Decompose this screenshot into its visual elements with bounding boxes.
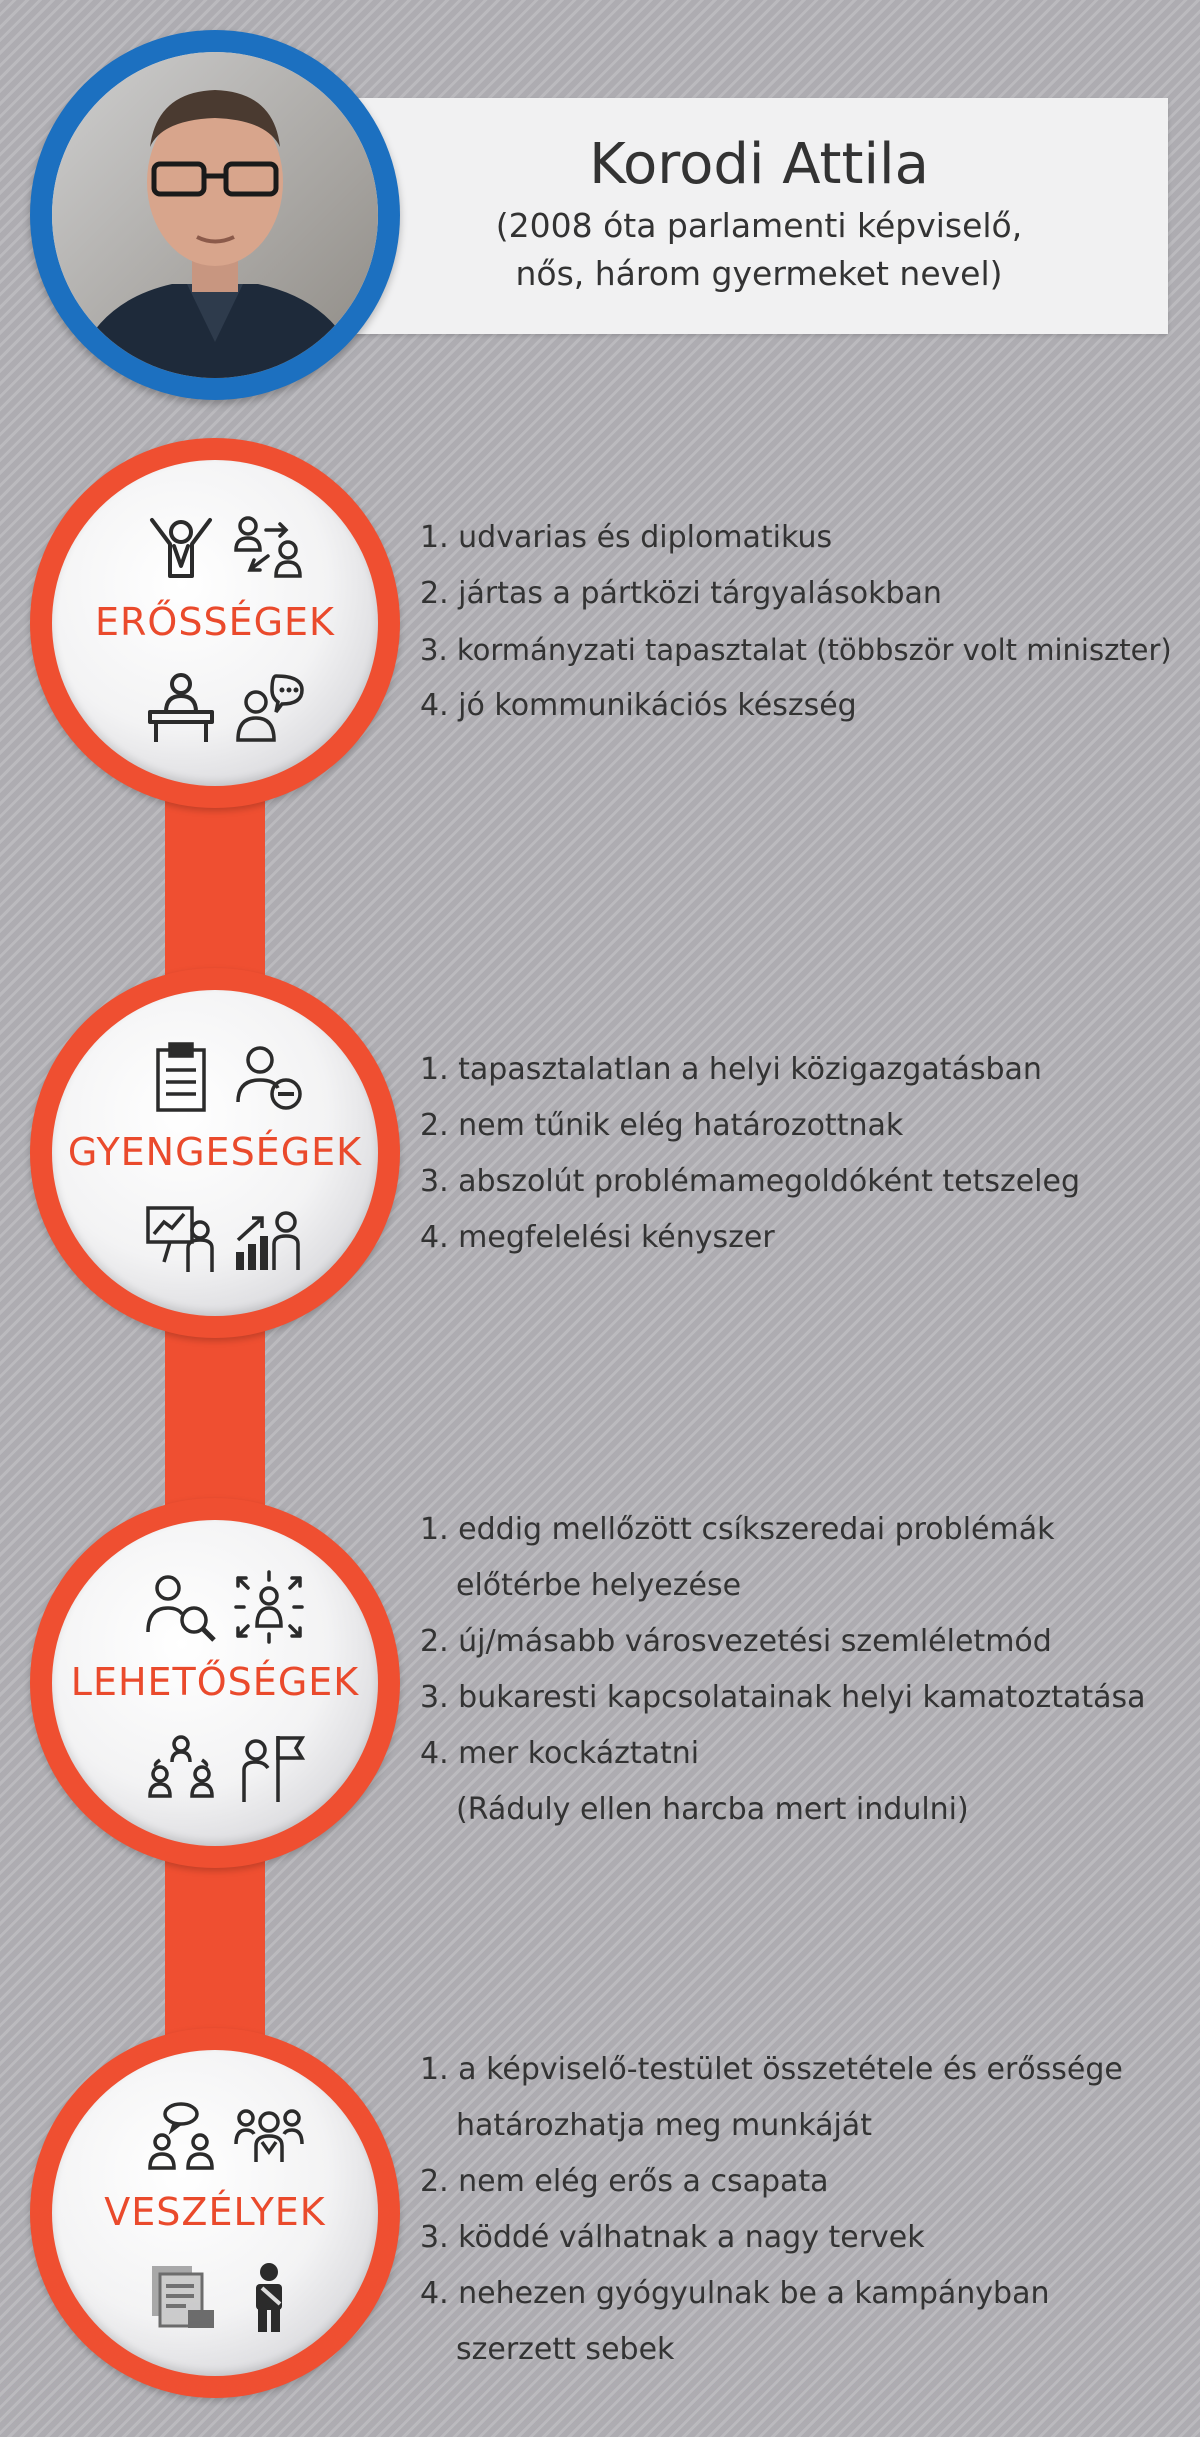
list-item: 4. nehezen gyógyulnak be a kampányban (420, 2276, 1050, 2311)
speaking-person-icon (232, 670, 306, 744)
list-item: 1. eddig mellőzött csíkszeredai problémák (420, 1512, 1055, 1547)
presentation-chart-icon (144, 1200, 218, 1274)
list-item: 2. új/másabb városvezetési szemléletmód (420, 1624, 1052, 1659)
section-strengths (30, 438, 400, 808)
crowd-icon (232, 2100, 306, 2174)
discussion-group-icon (144, 2100, 218, 2174)
list-item: 1. udvarias és diplomatikus (420, 520, 833, 555)
section-opportunities (30, 1498, 400, 1868)
teacher-desk-icon (144, 670, 218, 744)
list-item: 2. nem tűnik elég határozottnak (420, 1108, 904, 1143)
list-item-continuation: szerzett sebek (456, 2332, 675, 2367)
opportunities-list (420, 1502, 1180, 1838)
section-threats (30, 2028, 400, 2398)
threats-disc (52, 2050, 378, 2376)
list-item: 4. mer kockáztatni (420, 1736, 700, 1771)
weaknesses-disc (52, 990, 378, 1316)
list-item: 1. tapasztalatlan a helyi közigazgatásban (420, 1052, 1042, 1087)
strengths-list (420, 510, 1180, 734)
list-item-continuation: előtérbe helyezése (456, 1568, 742, 1603)
list-item: 4. jó kommunikációs készség (420, 688, 857, 723)
weaknesses-title: GYENGESÉGEK (67, 1130, 363, 1174)
list-item: 3. abszolút problémamegoldóként tetszeleg (420, 1164, 1081, 1199)
flag-person-icon (232, 1730, 306, 1804)
portrait-photo (52, 52, 378, 378)
expand-person-icon (232, 1570, 306, 1644)
subtitle-line-2: nős, három gyermeket nevel) (515, 254, 1003, 293)
list-item: 3. kormányzati tapasztalat (többször volt miniszter) (420, 633, 1172, 667)
portrait-frame (30, 30, 400, 400)
documents-icon (144, 2260, 218, 2334)
list-item: 3. köddé válhatnak a nagy tervek (420, 2220, 925, 2255)
weaknesses-list (420, 1042, 1180, 1266)
candidate-subtitle (350, 202, 1168, 298)
clipboard-icon (144, 1040, 218, 1114)
threats-title: VESZÉLYEK (104, 2190, 326, 2234)
list-item: 2. nem elég erős a csapata (420, 2164, 829, 2199)
candidate-name: Korodi Attila (589, 132, 929, 197)
subtitle-line-1: (2008 óta parlamenti képviselő, (495, 206, 1023, 245)
threats-list (420, 2042, 1180, 2378)
list-item: 1. a képviselő-testület összetétele és erőssége (420, 2052, 1123, 2087)
list-item: 4. megfelelési kényszer (420, 1220, 775, 1255)
list-item-continuation: határozhatja meg munkáját (456, 2108, 872, 2143)
list-item: 2. jártas a pártközi tárgyalásokban (420, 576, 942, 611)
section-weaknesses (30, 968, 400, 1338)
opportunities-disc (52, 1520, 378, 1846)
injured-person-icon (232, 2260, 306, 2334)
person-minus-icon (232, 1040, 306, 1114)
portrait-illustration (52, 52, 378, 378)
header-banner (350, 98, 1168, 334)
person-search-icon (144, 1570, 218, 1644)
list-item-continuation: (Ráduly ellen harcba mert indulni) (456, 1792, 969, 1827)
leader-icon (144, 510, 218, 584)
opportunities-title: LEHETŐSÉGEK (70, 1660, 360, 1704)
growth-person-icon (232, 1200, 306, 1274)
list-item: 3. bukaresti kapcsolatainak helyi kamatoztatása (420, 1680, 1146, 1715)
strengths-title: ERŐSSÉGEK (95, 600, 335, 644)
exchange-people-icon (232, 510, 306, 584)
strengths-disc (52, 460, 378, 786)
team-network-icon (144, 1730, 218, 1804)
